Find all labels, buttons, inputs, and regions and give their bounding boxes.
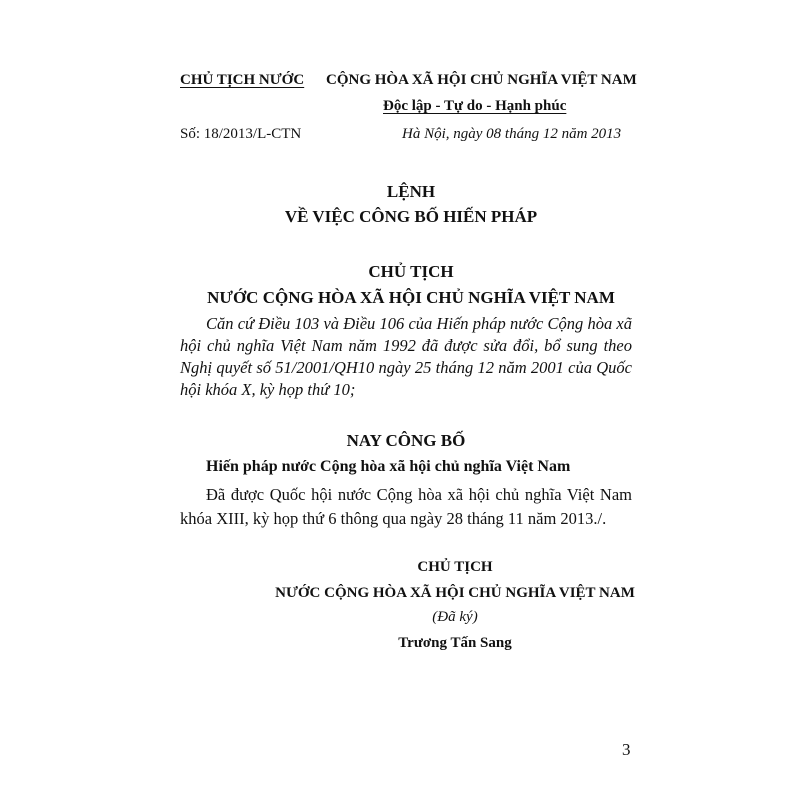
signature-nation: NƯỚC CỘNG HÒA XÃ HỘI CHỦ NGHĨA VIỆT NAM <box>275 585 635 601</box>
signed-note: (Đã ký) <box>432 609 478 625</box>
adoption-paragraph: Đã được Quốc hội nước Cộng hòa xã hội chủ nghĩa Việt Nam khóa XIII, kỳ họp thứ 6 thông qua ngày 28 tháng 11 năm 2013./. <box>180 485 632 528</box>
place-and-date: Hà Nội, ngày 08 tháng 12 năm 2013 <box>402 126 622 142</box>
issuer-name: CHỦ TỊCH NƯỚC <box>180 72 305 88</box>
authority-title: CHỦ TỊCH <box>368 262 454 281</box>
signatory-name: Trương Tấn Sang <box>398 635 512 651</box>
legal-basis-paragraph: Căn cứ Điều 103 và Điều 106 của Hiến pháp nước Cộng hòa xã hội chủ nghĩa Việt Nam năm 1992 đã được sửa đổi, bổ sung theo Nghị quyết số 51/2001/QH10 ngày 25 tháng 12 năm 2001 của Quốc hội khóa X, kỳ họp thứ 10; <box>180 314 632 399</box>
page-number: 3 <box>622 740 631 759</box>
authority-nation: NƯỚC CỘNG HÒA XÃ HỘI CHỦ NGHĨA VIỆT NAM <box>207 288 615 307</box>
document-subject-title: VỀ VIỆC CÔNG BỐ HIẾN PHÁP <box>284 207 538 226</box>
document-type-title: LỆNH <box>386 182 436 201</box>
national-motto: Độc lập - Tự do - Hạnh phúc <box>383 98 567 114</box>
signature-title: CHỦ TỊCH <box>417 559 493 575</box>
nation-name: CỘNG HÒA XÃ HỘI CHỦ NGHĨA VIỆT NAM <box>326 72 637 88</box>
constitution-name: Hiến pháp nước Cộng hòa xã hội chủ nghĩa Việt Nam <box>206 458 571 475</box>
document-number: Số: 18/2013/L-CTN <box>180 126 302 142</box>
proclamation-heading: NAY CÔNG BỐ <box>346 431 466 450</box>
